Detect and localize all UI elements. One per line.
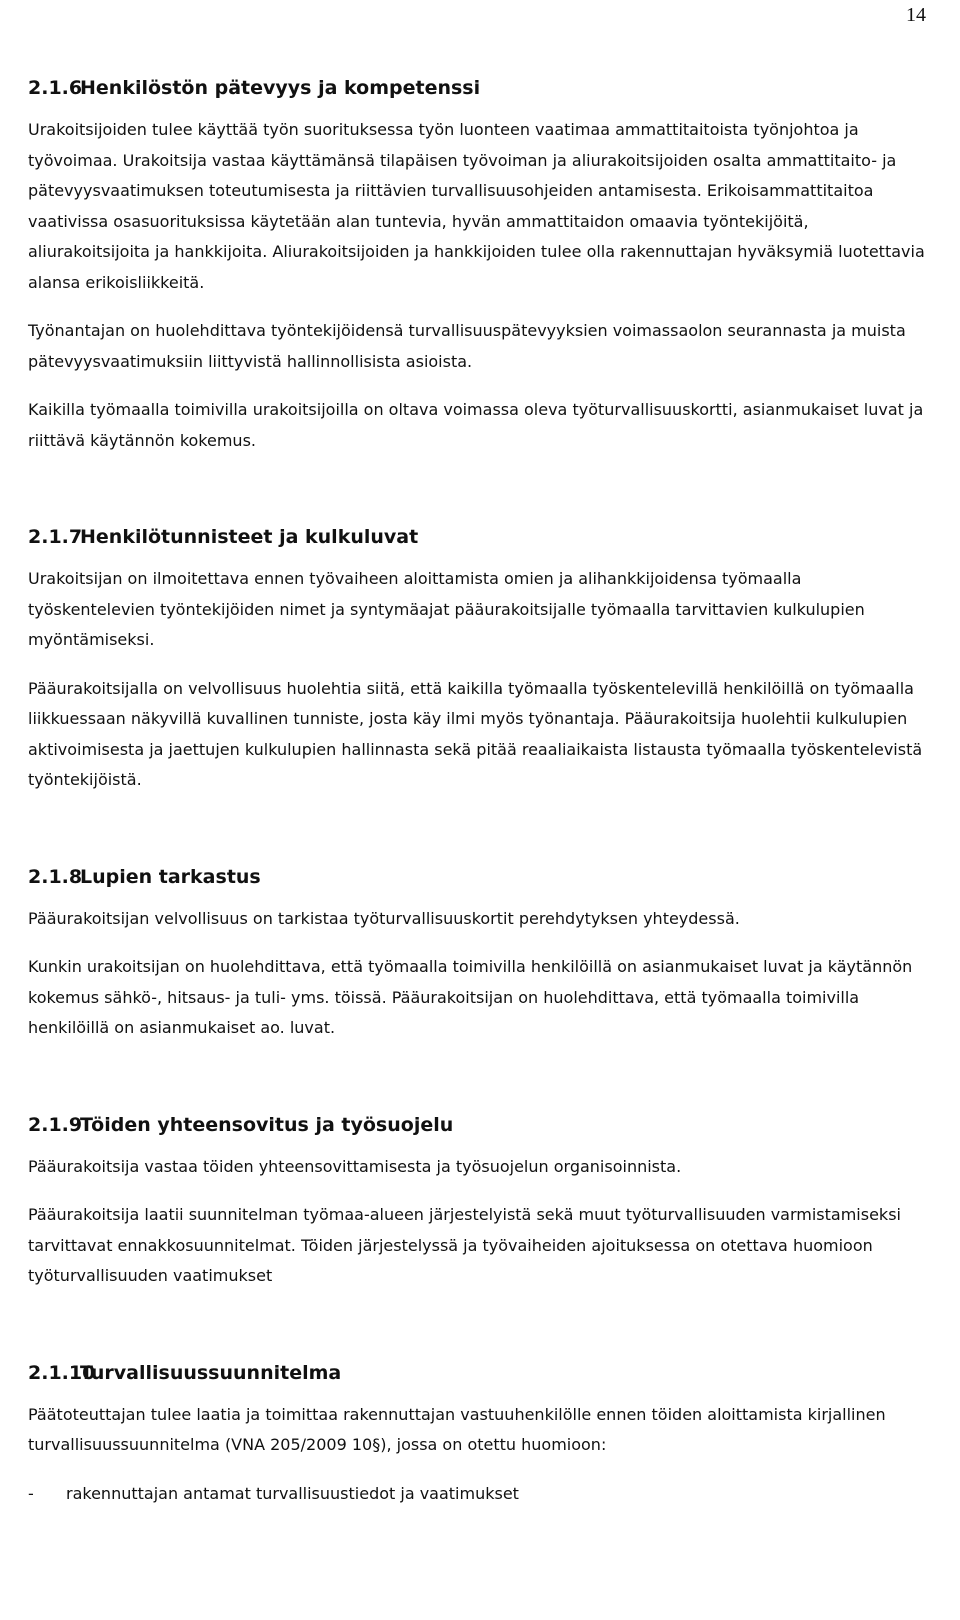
section-heading-2-1-6 xyxy=(28,73,928,103)
section-spacer xyxy=(28,814,928,862)
paragraph: Pääurakoitsija vastaa töiden yhteensovittamisesta ja työsuojelun organisoinnista. xyxy=(28,1156,682,1176)
section-title: Töiden yhteensovitus ja työsuojelu xyxy=(80,1113,454,1136)
paragraph: Urakoitsijoiden tulee käyttää työn suorituksessa työn luonteen vaatimaa ammattitaitoista työnjohtoa ja työvoimaa. Urakoitsija vastaa käyttämänsä tilapäisen työvoiman ja aliurakoitsijoiden osalta ammattitaito- ja pätevyysvaatimuksen toteutumisesta ja riittävien turvallisuusohjeiden antamisesta. Erikoisammattitaitoa vaativissa osasuorituksissa käytetään alan tuntevia, hyvän ammattitaidon omaavia työntekijöitä, aliurakoitsijoita ja hankkijoita. Aliurakoitsijoiden ja hankkijoiden tulee olla rakennuttajan hyväksymiä luotettavia alansa erikoisliikkeitä. xyxy=(28,120,925,292)
section-number: 2.1.6 xyxy=(28,77,83,99)
section-heading-2-1-10 xyxy=(28,1358,928,1388)
paragraph: Pääurakoitsija laatii suunnitelman työmaa-alueen järjestelyistä sekä muut työturvallisuuden varmistamiseksi tarvittavat ennakkosuunnitelmat. Töiden järjestelyssä ja työvaiheiden ajoituksessa on otettava huomioon työturvallisuuden vaatimukset xyxy=(28,1205,901,1285)
paragraph: Urakoitsijan on ilmoitettava ennen työvaiheen aloittamista omien ja alihankkijoidensa työmaalla työskentelevien työntekijöiden nimet ja syntymäajat pääurakoitsijalle työmaalla tarvittavien kulkulupien myöntämiseksi. xyxy=(28,569,865,649)
paragraph: Työnantajan on huolehdittava työntekijöidensä turvallisuuspätevyyksien voimassaolon seurannasta ja muista pätevyysvaatimuksiin liittyvistä hallinnollisista asioista. xyxy=(28,321,906,371)
page-number: 14 xyxy=(906,4,926,26)
section-spacer xyxy=(28,1310,928,1358)
section-number: 2.1.7 xyxy=(28,526,83,548)
section-title: Turvallisuussuunnitelma xyxy=(80,1361,342,1384)
list-item xyxy=(28,1479,928,1510)
section-title: Lupien tarkastus xyxy=(80,865,261,888)
section-heading-2-1-8 xyxy=(28,862,928,892)
paragraph: Pääurakoitsijan velvollisuus on tarkistaa työturvallisuuskortit perehdytyksen yhteydessä. xyxy=(28,908,740,928)
section-heading-2-1-9 xyxy=(28,1110,928,1140)
section-number: 2.1.9 xyxy=(28,1113,83,1136)
paragraph: Päätoteuttajan tulee laatia ja toimittaa rakennuttajan vastuuhenkilölle ennen töiden aloittamista kirjallinen turvallisuussuunnitelma (VNA 205/2009 10§), jossa on otettu huomioon: xyxy=(28,1404,886,1454)
section-spacer xyxy=(28,1062,928,1110)
section-number: 2.1.8 xyxy=(28,865,83,888)
section-title: Henkilötunnisteet ja kulkuluvat xyxy=(80,526,419,548)
list-dash: - xyxy=(28,1483,34,1503)
document-body xyxy=(28,73,928,1509)
paragraph: Kaikilla työmaalla toimivilla urakoitsijoilla on oltava voimassa oleva työturvallisuuskortti, asianmukaiset luvat ja riittävä käytännön kokemus. xyxy=(28,400,924,450)
paragraph: Kunkin urakoitsijan on huolehdittava, että työmaalla toimivilla henkilöillä on asianmukaiset luvat ja käytännön kokemus sähkö-, hitsaus- ja tuli- yms. töissä. Pääurakoitsijan on huolehdittava, että työmaalla toimivilla henkilöillä on asianmukaiset ao. luvat. xyxy=(28,957,913,1037)
list-item-text: rakennuttajan antamat turvallisuustiedot ja vaatimukset xyxy=(66,1483,519,1503)
section-title: Henkilöstön pätevyys ja kompetenssi xyxy=(80,77,481,99)
section-number: 2.1.10 xyxy=(28,1361,96,1384)
section-spacer xyxy=(28,474,928,522)
paragraph: Pääurakoitsijalla on velvollisuus huolehtia siitä, että kaikilla työmaalla työskentelevillä henkilöillä on työmaalla liikkuessaan näkyvillä kuvallinen tunniste, josta käy ilmi myös työnantaja. Pääurakoitsija huolehtii kulkulupien aktivoimisesta ja jaettujen kulkulupien hallinnasta sekä pitää reaaliaikaista listausta työmaalla työskentelevistä työntekijöistä. xyxy=(28,678,923,789)
section-heading-2-1-7 xyxy=(28,522,928,552)
